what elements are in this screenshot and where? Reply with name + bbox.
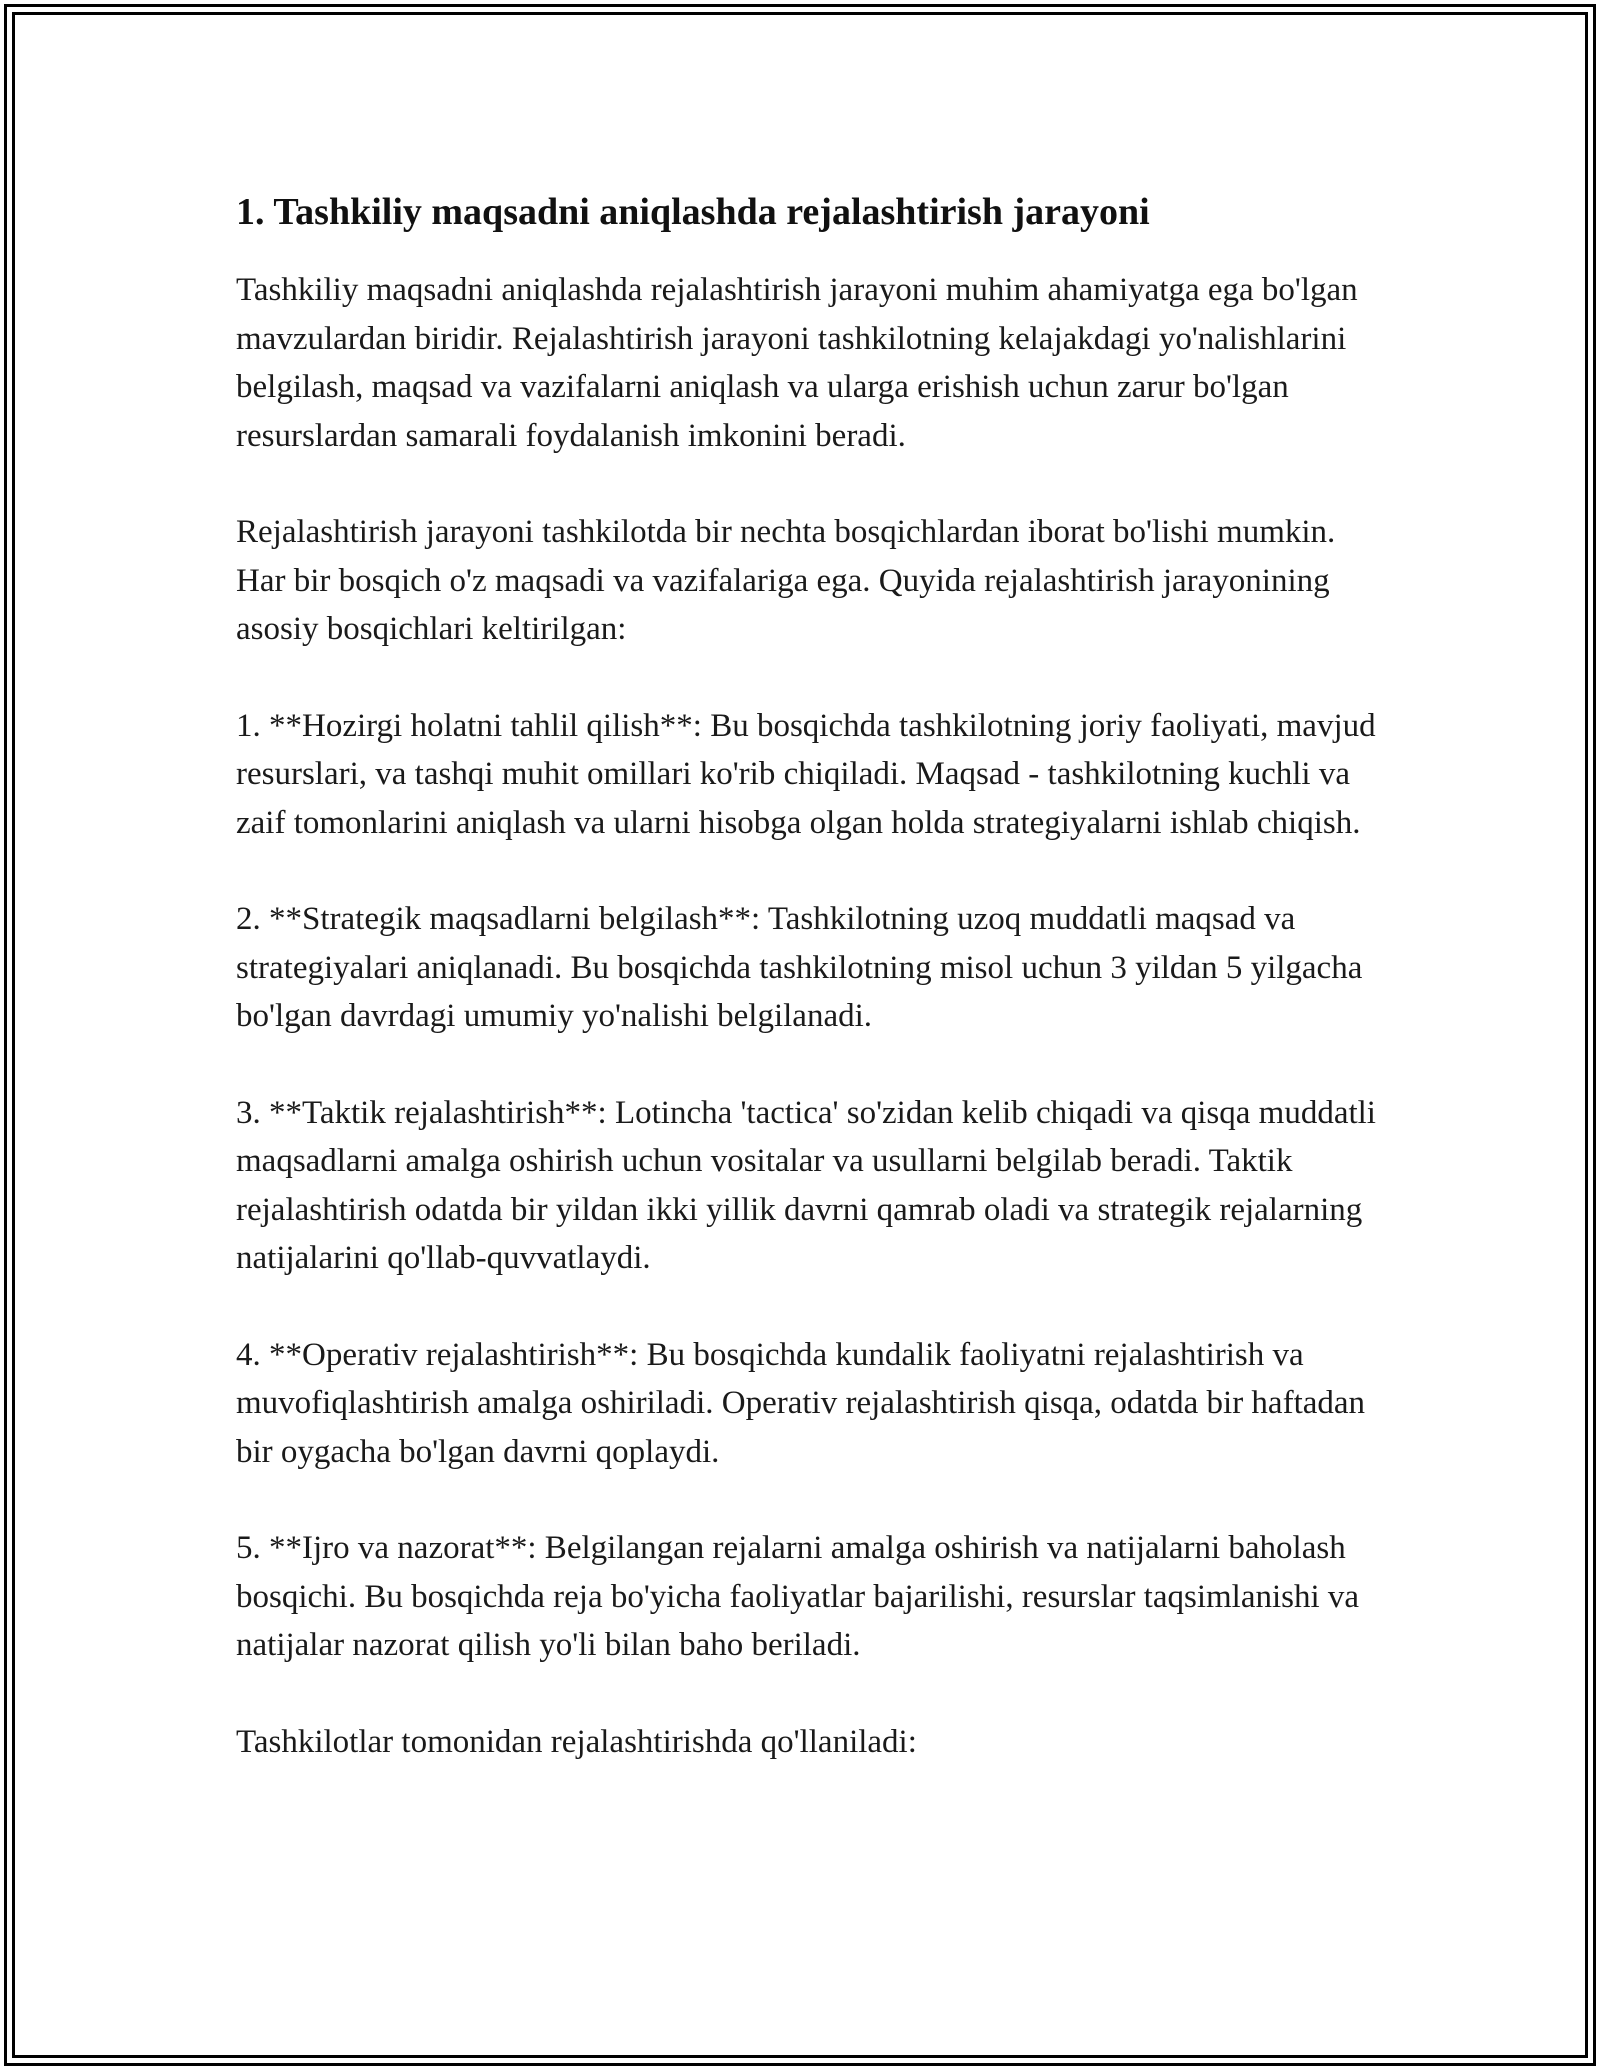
paragraph-stage-5: 5. **Ijro va nazorat**: Belgilangan rejalarni amalga oshirish va natijalarni baholash bosqichi. Bu bosqichda reja bo'yicha faoliyatlar bajarilishi, resurslar taqsimlanishi va natijalar nazorat qilish yo'li bilan baho beriladi. [236,1530,1360,1663]
paragraph-stage-1: 1. **Hozirgi holatni tahlil qilish**: Bu bosqichda tashkilotning joriy faoliyati, mavjud resurslari, va tashqi muhit omillari ko'rib chiqiladi. Maqsad - tashkilotning kuchli va zaif tomonlarini aniqlash va ularni hisobga olgan holda strategiyalarni ishlab chiqish. [236,707,1376,841]
paragraph-intro: Tashkiliy maqsadni aniqlashda rejalashtirish jarayoni muhim ahamiyatga ega bo'lgan mavzulardan biridir. Rejalashtirish jarayoni tashkilotning kelajakdagi yo'nalishlarini belgilash, maqsad va vazifalarni aniqlash va ularga erishish uchun zarur bo'lgan resurslardan samarali foydalanish imkonini beradi. [236,272,1358,454]
paragraph-closing: Tashkilotlar tomonidan rejalashtirishda qo'llaniladi: [236,1723,917,1760]
paragraph-stage-3: 3. **Taktik rejalashtirish**: Lotincha 'tactica' so'zidan kelib chiqadi va qisqa muddatli maqsadlarni amalga oshirish uchun vositalar va usullarni belgilab beradi. Taktik rejalashtirish odatda bir yildan ikki yillik davrni qamrab oladi va strategik rejalarning natijalarini qo'llab-quvvatlaydi. [236,1094,1376,1276]
paragraph-stage-4: 4. **Operativ rejalashtirish**: Bu bosqichda kundalik faoliyatni rejalashtirish va muvofiqlashtirish amalga oshiriladi. Operativ rejalashtirish qisqa, odatda bir haftadan bir oygacha bo'lgan davrni qoplaydi. [236,1336,1366,1470]
document-body [236,186,1376,1814]
paragraph-stage-2: 2. **Strategik maqsadlarni belgilash**: Tashkilotning uzoq muddatli maqsad va strategiyalari aniqlanadi. Bu bosqichda tashkilotning misol uchun 3 yildan 5 yilgacha bo'lgan davrdagi umumiy yo'nalishi belgilanadi. [236,901,1363,1034]
paragraph-stages-intro: Rejalashtirish jarayoni tashkilotda bir nechta bosqichlardan iborat bo'lishi mumkin. Har bir bosqich o'z maqsadi va vazifalariga ega. Quyida rejalashtirish jarayonining asosiy bosqichlari keltirilgan: [236,514,1336,647]
document-title: 1. Tashkiliy maqsadni aniqlashda rejalashtirish jarayoni [236,191,1150,233]
